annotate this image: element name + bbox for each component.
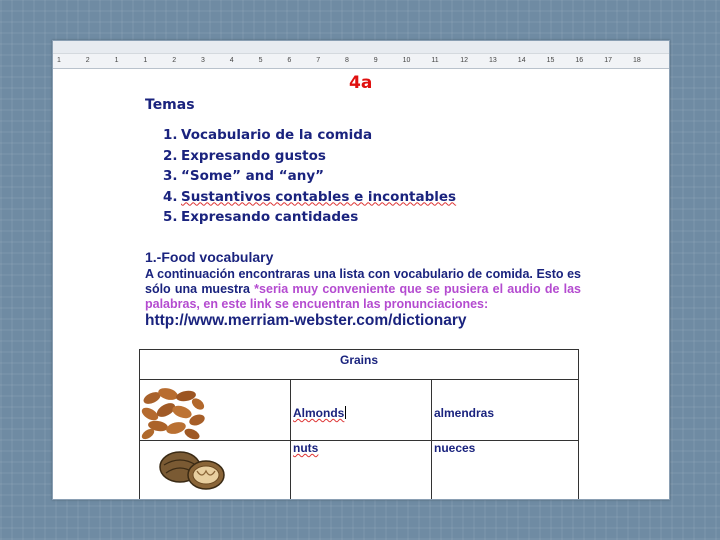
table-header: Grains [140,350,579,380]
ruler-tick-label: 6 [287,57,292,64]
ruler-tick-label: 15 [546,57,555,64]
topic-label: Sustantivos contables e incontables [181,188,457,205]
almonds-image [140,380,206,440]
table-cell-spanish[interactable] [432,380,579,441]
english-word: nuts [293,441,319,455]
ruler-tick-label: 4 [229,57,234,64]
ruler-tick-label: 1 [114,57,119,64]
spanish-word: nueces [434,441,476,455]
intro-note: *seria muy conveniente que se pusiera el audio de las palabras, en este link se encuentran las pronunciaciones: [145,282,581,311]
topic-list [163,127,456,230]
section-heading: 1.-Food vocabulary [145,249,274,265]
ruler-tick-label: 7 [316,57,321,64]
ruler-tick-label: 3 [201,57,205,64]
table-cell-spanish[interactable] [432,441,579,500]
horizontal-ruler[interactable] [53,53,669,69]
temas-heading: Temas [145,97,195,113]
topic-label: “Some” and “any” [181,168,325,184]
table-cell-image [140,441,291,500]
ruler-tick-label: 2 [85,57,90,64]
ruler-tick-label: 1 [143,57,148,64]
ruler-tick-label: 14 [517,57,526,64]
ruler-tick-label: 17 [604,57,612,64]
ruler-tick-label: 13 [489,57,497,64]
ruler-tick-label: 16 [575,57,584,64]
table-cell-image [140,380,291,441]
spanish-word: almendras [434,406,495,420]
list-item: 3. “Some” and “any” [163,168,325,184]
list-item: 5. Expresando cantidades [163,209,359,225]
walnuts-image [154,441,234,497]
ruler-tick-label: 10 [402,57,411,64]
ruler-tick-label: 12 [460,57,468,64]
ruler-tick-label: 2 [172,57,177,64]
ruler-tick-label: 8 [345,57,349,64]
ruler-tick-label: 1 [57,57,61,64]
table-cell-english[interactable] [291,380,432,441]
ruler-tick-label: 9 [373,57,378,64]
ruler-tick-label: 18 [633,57,641,64]
document-window [52,40,670,500]
document-page[interactable] [59,69,663,497]
page-title: 4a [349,73,373,93]
topic-label: Expresando gustos [181,147,326,164]
list-item: 2. Expresando gustos [163,147,326,164]
ruler-tick-label: 5 [258,57,263,64]
ruler-tick-label: 11 [431,57,439,64]
intro-paragraph [145,267,581,312]
list-item: 1. Vocabulario de la comida [163,127,373,143]
text-cursor [345,406,346,419]
table-row [140,380,579,441]
dictionary-link[interactable]: http://www.merriam-webster.com/dictionary [145,312,467,329]
list-item: 4. Sustantivos contables e incontables [163,188,457,205]
english-word: Almonds [293,406,345,420]
grains-table [139,349,579,499]
toolbar-strip [53,41,669,53]
topic-label: Expresando cantidades [181,209,359,225]
table-row [140,441,579,500]
intro-text: A continuación encontraras una lista con vocabulario de comida. Esto es sólo una muestra [145,267,581,296]
table-cell-english[interactable] [291,441,432,500]
topic-label: Vocabulario de la comida [181,127,373,143]
